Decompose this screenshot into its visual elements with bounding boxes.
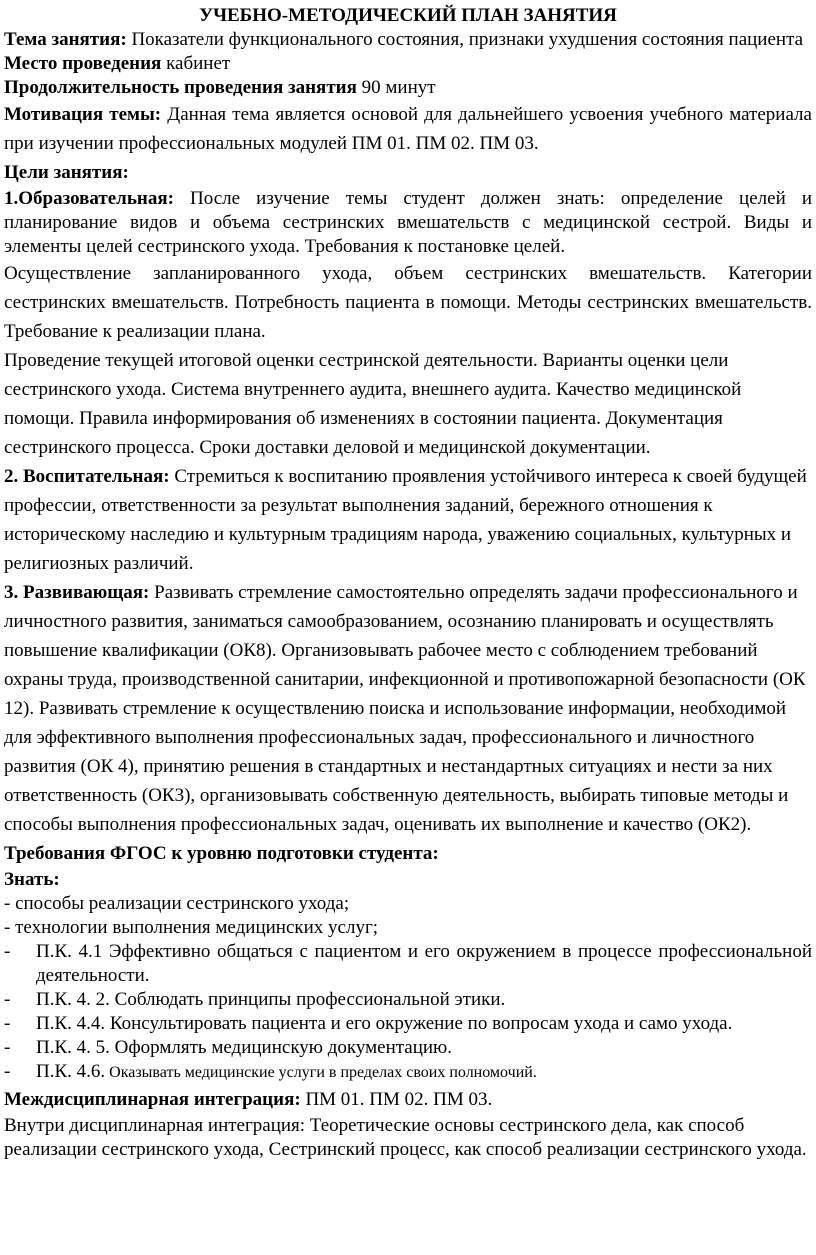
pk-item-text: П.К. 4. 5. Оформлять медицинскую документацию. bbox=[36, 1037, 452, 1058]
goals-heading: Цели занятия: bbox=[4, 162, 129, 183]
upbringing-label: 2. Воспитательная: bbox=[4, 466, 170, 487]
list-dash: - bbox=[4, 1013, 11, 1034]
developing-paragraph bbox=[4, 578, 812, 839]
document-page bbox=[4, 0, 812, 1162]
list-dash: - bbox=[4, 941, 11, 962]
pk-item-text: Оказывать медицинские услуги в пределах своих полномочий. bbox=[105, 1064, 537, 1081]
page-title: УЧЕБНО-МЕТОДИЧЕСКИЙ ПЛАН ЗАНЯТИЯ bbox=[199, 5, 617, 26]
place-label: Место проведения bbox=[4, 53, 162, 74]
pk-item bbox=[4, 988, 812, 1012]
duration-label: Продолжительность проведения занятия bbox=[4, 77, 357, 98]
pk-item bbox=[4, 1036, 812, 1060]
developing-label: 3. Развивающая: bbox=[4, 582, 150, 603]
educational-paragraph bbox=[4, 187, 812, 259]
duration-line bbox=[4, 76, 812, 100]
educational-paragraph-2: Осуществление запланированного ухода, объем сестринских вмешательств. Категории сестринских вмешательств. Потребность пациента в помощи. Методы сестринских вмешательств. Требование к реализации плана. bbox=[4, 263, 812, 342]
pk-item bbox=[4, 1060, 812, 1085]
interdisciplinary-line bbox=[4, 1085, 812, 1114]
pk-item-code: П.К. 4.6. bbox=[36, 1061, 106, 1082]
topic-line bbox=[4, 28, 812, 52]
duration-value: 90 минут bbox=[356, 77, 436, 98]
know-item: - технологии выполнения медицинских услуг; bbox=[4, 917, 379, 938]
pk-item bbox=[4, 940, 812, 988]
developing-value: Развивать стремление самостоятельно определять задачи профессионального и личностного развития, заниматься самообразованием, осознанию планировать и осуществлять повышение квалификации (ОК8). Организовывать рабочее место с соблюдением требований охраны труда, производственной санитарии, инфекционной и противопожарной безопасности (ОК 12). Развивать стремление к осуществлению поиска и использование информации, необходимой для эффективного выполнения профессиональных задач, профессионального и личностного развития (ОК 4), принятию решения в стандартных и нестандартных ситуациях и нести за них ответственность (ОК3), организовывать собственную деятельность, выбирать типовые методы и способы выполнения профессиональных задач, оценивать их выполнение и качество (ОК2). bbox=[4, 582, 806, 835]
pk-item-text: П.К. 4.1 Эффективно общаться с пациентом и его окружением в процессе профессиональной деятельности. bbox=[36, 941, 812, 986]
place-value: кабинет bbox=[161, 53, 231, 74]
educational-value: После изучение темы студент должен знать: определение целей и планирование видов и объема сестринских вмешательств с медицинской сестрой. Виды и элементы целей сестринского ухода. Требования к постановке целей. bbox=[4, 188, 812, 257]
know-item: - способы реализации сестринского ухода; bbox=[4, 893, 350, 914]
fgos-heading: Требования ФГОС к уровню подготовки студента: bbox=[4, 843, 439, 864]
pk-item-text: П.К. 4.4. Консультировать пациента и его окружение по вопросам ухода и само ухода. bbox=[36, 1013, 733, 1034]
list-dash: - bbox=[4, 1037, 11, 1058]
pk-item bbox=[4, 1012, 812, 1036]
motivation-label: Мотивация темы: bbox=[4, 104, 162, 125]
know-heading: Знать: bbox=[4, 869, 60, 890]
interdisciplinary-value: ПМ 01. ПМ 02. ПМ 03. bbox=[300, 1089, 493, 1110]
topic-value: Показатели функционального состояния, признаки ухудшения состояния пациента bbox=[126, 29, 804, 50]
upbringing-paragraph bbox=[4, 462, 812, 578]
interdisciplinary-label: Междисциплинарная интеграция: bbox=[4, 1089, 301, 1110]
place-line bbox=[4, 52, 812, 76]
educational-paragraph-3: Проведение текущей итоговой оценки сестринской деятельности. Варианты оценки цели сестринского ухода. Система внутреннего аудита, внешнего аудита. Качество медицинской помощи. Правила информирования об изменениях в состоянии пациента. Документация сестринского процесса. Сроки доставки деловой и медицинской документации. bbox=[4, 350, 742, 458]
intradisciplinary-paragraph: Внутри дисциплинарная интеграция: Теоретические основы сестринского дела, как способ реализации сестринского ухода, Сестринский процесс, как способ реализации сестринского ухода. bbox=[4, 1115, 807, 1160]
topic-label: Тема занятия: bbox=[4, 29, 127, 50]
pk-item-text: П.К. 4. 2. Соблюдать принципы профессиональной этики. bbox=[36, 989, 506, 1010]
upbringing-value: Стремиться к воспитанию проявления устойчивого интереса к своей будущей профессии, ответственности за результат выполнения заданий, бережного отношения к историческому наследию и культурным традициям народа, уважению социальных, культурных и религиозных различий. bbox=[4, 466, 807, 574]
motivation-value: Данная тема является основой для дальнейшего усвоения учебного материала при изучении профессиональных модулей ПМ 01. ПМ 02. ПМ 03. bbox=[4, 104, 812, 154]
motivation-paragraph bbox=[4, 100, 812, 158]
educational-label: 1.Образовательная: bbox=[4, 188, 174, 209]
list-dash: - bbox=[4, 1061, 11, 1082]
list-dash: - bbox=[4, 989, 11, 1010]
